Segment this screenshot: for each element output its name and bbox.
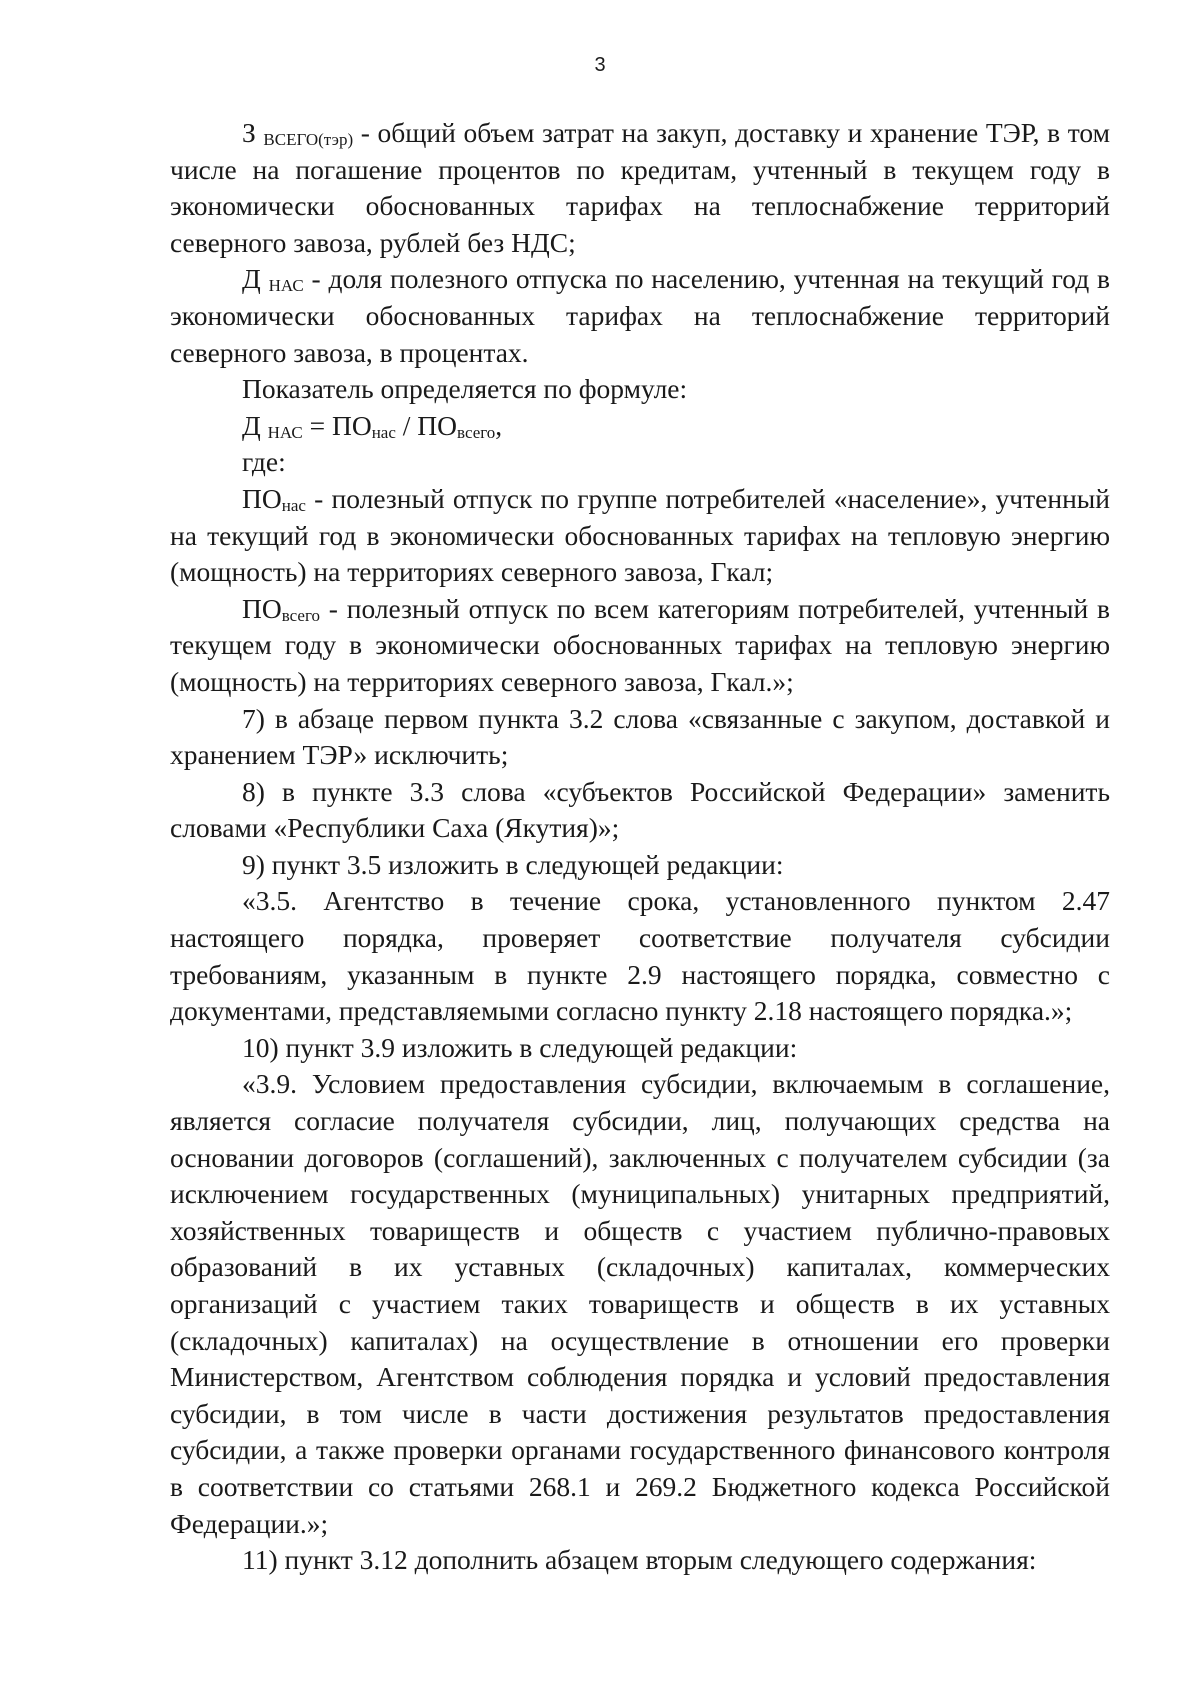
formula-divide: / [395, 409, 418, 441]
symbol: ПО [242, 592, 282, 624]
amendment-item: 11) пункт 3.12 дополнить абзацем вторым следующего содержания: [242, 1544, 1037, 1576]
quoted-clause: «3.5. Агентство в течение срока, установленного пунктом 2.47 настоящего порядка, проверяет соответствие получателя субсидии требованиям, указанным в пункте 2.9 настоящего порядка, совместно с документами, представляемыми согласно пункту 2.18 настоящего порядка.»; [170, 885, 1110, 1027]
formula-lhs-symbol: Д [242, 409, 261, 441]
formula-numerator-subscript: нас [371, 422, 396, 442]
paragraph-text: - доля полезного отпуска по населению, учтенная на текущий год в экономически обоснованных тарифах на теплоснабжение территорий северного завоза, в процентах. [170, 263, 1111, 368]
formula-lhs-subscript: НАС [267, 422, 303, 442]
symbol: Д [242, 263, 261, 295]
paragraph: Показатель определяется по формуле: [242, 373, 688, 405]
paragraph: где: [242, 446, 286, 478]
definition-paragraph [170, 261, 1110, 371]
formula [170, 408, 1110, 445]
symbol-subscript: НАС [268, 276, 304, 296]
definition-paragraph [170, 481, 1110, 591]
symbol: ПО [242, 482, 282, 514]
formula-denominator-symbol: ПО [417, 409, 458, 441]
amendment-item: 8) в пункте 3.3 слова «субъектов Российской Федерации» заменить словами «Республики Саха (Якутия)»; [170, 775, 1110, 844]
document-body [170, 115, 1110, 1579]
amendment-item: 9) пункт 3.5 изложить в следующей редакции: [242, 848, 784, 880]
page-number: 3 [594, 54, 606, 76]
symbol: З [242, 117, 256, 148]
amendment-item: 7) в абзаце первом пункта 3.2 слова «связанные с закупом, доставкой и хранением ТЭР» исключить; [170, 702, 1110, 771]
formula-equals: = [302, 409, 332, 441]
symbol-subscript: нас [281, 495, 306, 515]
definition-paragraph [170, 115, 1110, 261]
formula-tail: , [495, 409, 503, 441]
paragraph-text: - полезный отпуск по группе потребителей «население», учтенный на текущий год в экономически обоснованных тарифах на тепловую энергию (мощность) на территориях северного завоза, Гкал; [170, 482, 1110, 588]
formula-numerator-symbol: ПО [331, 409, 372, 441]
symbol-subscript: ВСЕГО(тэр) [263, 130, 354, 149]
quoted-clause: «3.9. Условием предоставления субсидии, включаемым в соглашение, является согласие получателя субсидии, лиц, получающих средства на основании договоров (соглашений), заключенных с получателем субсидии (за исключением государственных (муниципальных) унитарных предприятий, хозяйственных товариществ и обществ с участием публично-правовых образований в их уставных (складочных) капиталах, коммерческих организаций с участием таких товариществ и обществ в их уставных (складочных) капиталах) на осуществление в отношении его проверки Министерством, Агентством соблюдения порядка и условий предоставления субсидии, в том числе в части достижения результатов предоставления субсидии, а также проверки органами государственного финансового контроля в соответствии со статьями 268.1 и 269.2 Бюджетного кодекса Российской Федерации.»; [170, 1068, 1110, 1539]
paragraph-text: - общий объем затрат на закуп, доставку и хранение ТЭР, в том числе на погашение процентов по кредитам, учтенный в текущем году в экономически обоснованных тарифах на теплоснабжение территорий северного завоза, рублей без НДС; [170, 117, 1111, 258]
symbol-subscript: всего [281, 605, 321, 625]
formula-denominator-subscript: всего [457, 422, 496, 442]
amendment-item: 10) пункт 3.9 изложить в следующей редакции: [242, 1031, 798, 1063]
paragraph-text: - полезный отпуск по всем категориям потребителей, учтенный в текущем году в экономически обоснованных тарифах на тепловую энергию (мощность) на территориях северного завоза, Гкал.»; [170, 592, 1110, 697]
definition-paragraph [170, 591, 1110, 701]
